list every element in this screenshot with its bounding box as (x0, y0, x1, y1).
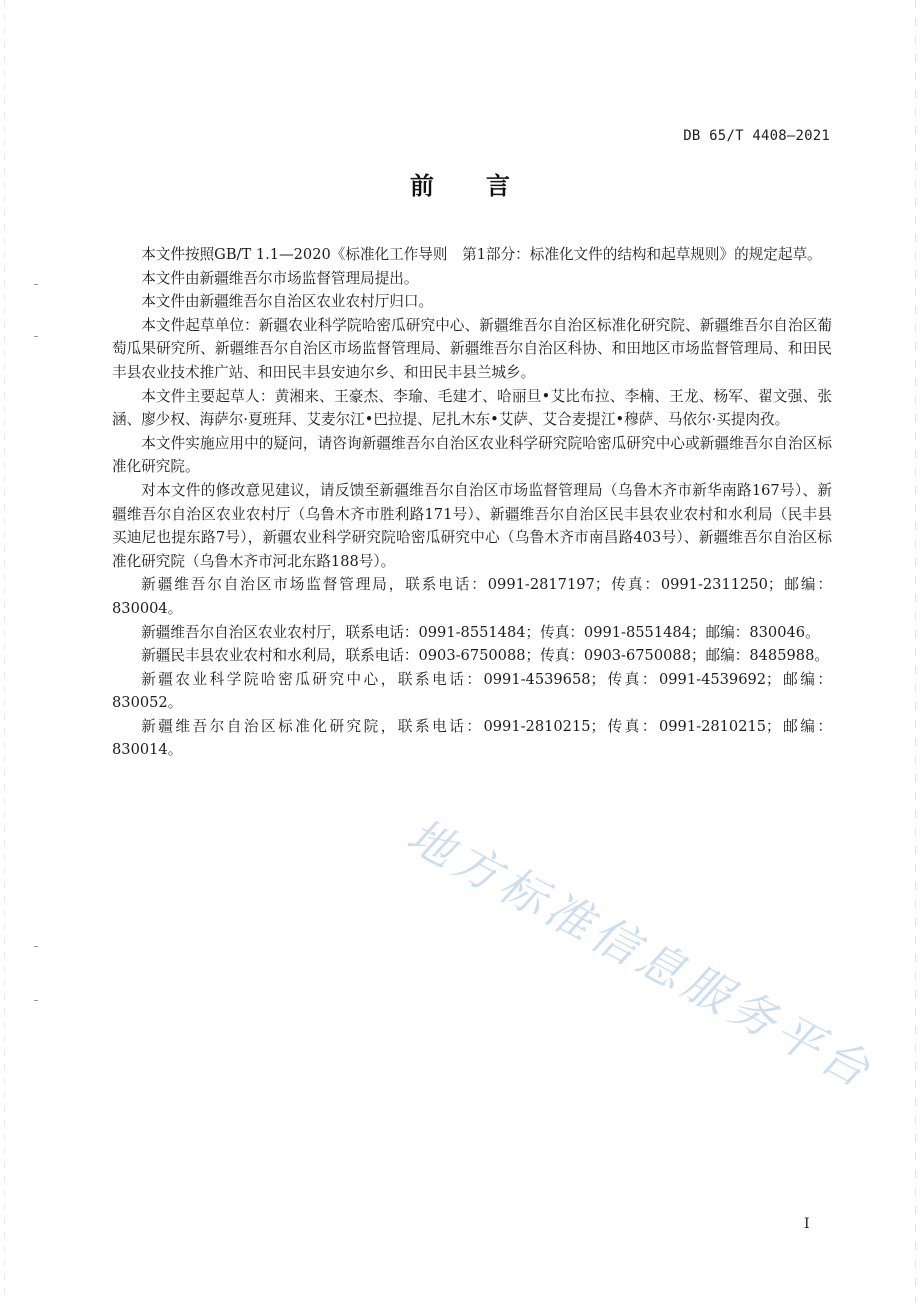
contact-line: 新疆民丰县农业农村和水利局，联系电话：0903-6750088；传真：0903-6750088；邮编：8485988。 (141, 647, 829, 665)
scan-mark (34, 336, 38, 337)
page-number: I (804, 1216, 810, 1232)
paragraph: 本文件由新疆维吾尔市场监督管理局提出。 (141, 269, 419, 287)
document-body (112, 243, 832, 762)
paragraph: 本文件由新疆维吾尔自治区农业农村厅归口。 (141, 293, 434, 311)
paragraph: 本文件按照GB/T 1.1—2020《标准化工作导则 第1部分：标准化文件的结构和起草规则》的规定起草。 (141, 246, 822, 263)
contact-line: 新疆维吾尔自治区标准化研究院，联系电话：0991-2810215；传真：0991-2810215；邮编：830014。 (112, 717, 832, 759)
watermark: 地方标准信息服务平台 (398, 807, 883, 1100)
contact-line: 新疆农业科学院哈密瓜研究中心，联系电话：0991-4539658；传真：0991-4539692；邮编：830052。 (112, 670, 832, 712)
paragraph: 本文件实施应用中的疑问，请咨询新疆维吾尔自治区农业科学研究院哈密瓜研究中心或新疆维吾尔自治区标准化研究院。 (112, 434, 832, 476)
contact-line: 新疆维吾尔自治区市场监督管理局，联系电话：0991-2817197；传真：0991-2311250；邮编：830004。 (112, 576, 832, 617)
scan-mark (34, 946, 38, 947)
scan-mark (34, 284, 38, 285)
document-code: DB 65/T 4408—2021 (683, 128, 830, 144)
page-title: 前言 (410, 172, 562, 200)
paragraph: 本文件起草单位：新疆农业科学院哈密瓜研究中心、新疆维吾尔自治区标准化研究院、新疆维吾尔自治区葡萄瓜果研究所、新疆维吾尔自治区市场监督管理局、新疆维吾尔自治区科协、和田地区市场监督管理局、和田民丰县农业技术推广站、和田民丰县安迪尔乡、和田民丰县兰城乡。 (112, 316, 832, 381)
paragraph: 本文件主要起草人：黄湘来、王豪杰、李瑜、毛建才、哈丽旦•艾比布拉、李楠、王龙、杨军、翟文强、张涵、廖少权、海萨尔·夏班拜、艾麦尔江•巴拉提、尼扎木东•艾萨、艾合麦提江•穆萨、马依尔·买提肉孜。 (112, 387, 832, 429)
contact-line: 新疆维吾尔自治区农业农村厅，联系电话：0991-8551484；传真：0991-8551484；邮编：830046。 (141, 623, 820, 641)
paragraph: 对本文件的修改意见建议，请反馈至新疆维吾尔自治区市场监督管理局（乌鲁木齐市新华南路167号）、新疆维吾尔自治区农业农村厅（乌鲁木齐市胜利路171号）、新疆维吾尔自治区民丰县农业农村和水利局（民丰县买迪尼也提东路7号），新疆农业科学研究院哈密瓜研究中心（乌鲁木齐市南昌路403号）、新疆维吾尔自治区标准化研究院（乌鲁木齐市河北东路188号）。 (112, 481, 832, 570)
scan-mark (34, 1000, 38, 1001)
